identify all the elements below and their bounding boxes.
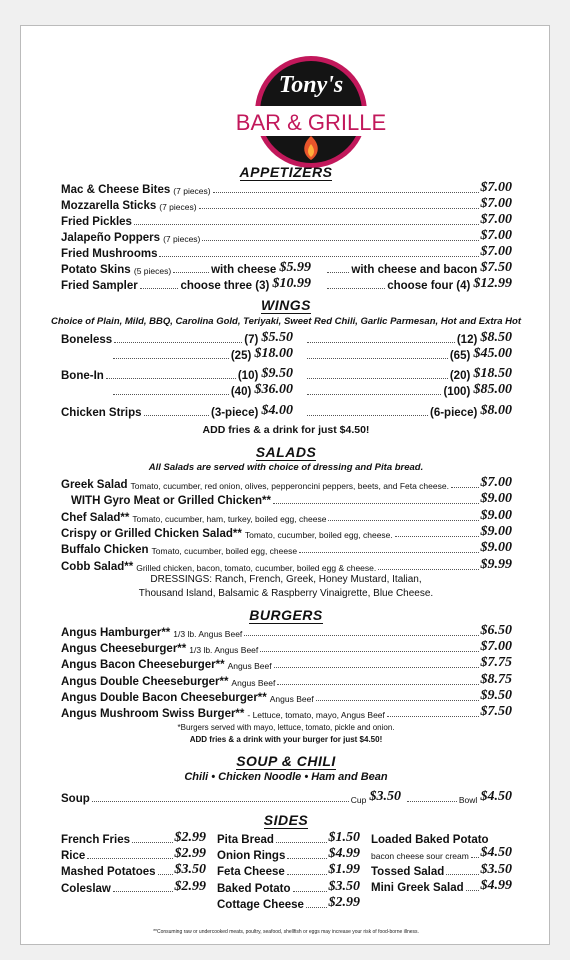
item-price: $2.99	[174, 830, 206, 845]
side-row	[61, 831, 206, 846]
appetizer-row	[61, 245, 512, 260]
burger-row	[61, 689, 512, 704]
boneless-25: (25) $18.00	[111, 347, 293, 362]
soup-heading: SOUP & CHILI	[236, 753, 336, 769]
leader-dots	[213, 192, 479, 193]
item-name: WITH Gyro Meat or Grilled Chicken**	[71, 495, 272, 508]
item-name: Mini Greek Salad	[371, 882, 464, 895]
logo-wordmark: BAR & GRILLE	[235, 110, 387, 135]
item-price: $7.00	[480, 180, 512, 195]
dressings-line-1: DRESSINGS: Ranch, French, Greek, Honey Mustard, Italian,	[150, 574, 422, 585]
item-desc: - Lettuce, tomato, mayo, Angus Beef	[247, 710, 385, 720]
salad-row	[61, 541, 512, 556]
side-row	[217, 863, 360, 878]
item-desc: (7 pieces)	[163, 234, 201, 244]
appetizer-row	[61, 213, 512, 228]
dressings-line-2: Thousand Island, Balsamic & Raspberry Vinaigrette, Blue Cheese.	[138, 588, 434, 599]
item-price: $9.00	[480, 540, 512, 556]
item-name: Angus Bacon Cheeseburger**	[61, 659, 225, 672]
item-desc: (7 pieces)	[159, 202, 197, 212]
item-desc: Grilled chicken, bacon, tomato, cucumber, boiled egg & cheese.	[136, 562, 377, 573]
item-price: $9.00	[480, 523, 512, 539]
item-price: $9.00	[480, 491, 512, 507]
leader-dots	[378, 569, 478, 570]
item-name: Chef Salad**	[61, 511, 130, 524]
burgers-heading: BURGERS	[249, 607, 323, 623]
leader-dots	[159, 256, 478, 257]
logo-script: Tony's	[278, 72, 344, 98]
item-name: Tossed Salad	[371, 866, 445, 878]
leader-dots	[287, 858, 326, 859]
leader-dots	[293, 891, 327, 892]
item-name: Angus Double Bacon Cheeseburger**	[61, 691, 267, 704]
leader-dots	[328, 520, 478, 521]
leader-dots	[202, 240, 478, 241]
burger-row	[61, 640, 512, 655]
item-price: $3.50	[174, 862, 206, 878]
side-row	[61, 863, 206, 878]
item-name: Angus Double Cheeseburger**	[61, 675, 229, 688]
item-name: Rice	[61, 850, 86, 863]
bone-in-20: (20) $18.50	[305, 367, 512, 382]
item-price: $4.99	[480, 878, 512, 894]
appetizer-row	[61, 181, 512, 196]
fried-sampler-row: Fried Sampler choose three (3) $10.99	[61, 276, 311, 292]
leader-dots	[451, 487, 479, 488]
boneless-row: Boneless (7) $5.50	[61, 330, 293, 346]
item-price: $9.00	[480, 507, 512, 523]
item-desc: 1/3 lb. Angus Beef	[189, 645, 259, 656]
item-price: $1.50	[328, 830, 360, 845]
soup-cup-row: Soup Cup $3.50	[61, 789, 401, 805]
sides-heading: SIDES	[263, 812, 309, 828]
salad-row	[61, 525, 512, 540]
salads-note: All Salads are served with choice of dressing and Pita bread.	[148, 462, 424, 473]
disclaimer: **Consuming raw or undercooked meats, poultry, seafood, shellfish or eggs may increase your risk of food-borne illness.	[153, 929, 419, 935]
salad-row	[61, 492, 512, 507]
soup-kinds: Chili • Chicken Noodle • Ham and Bean	[184, 771, 388, 783]
leader-dots	[316, 700, 479, 701]
leader-dots	[199, 208, 479, 209]
burger-row	[61, 656, 512, 671]
item-price: $7.00	[480, 212, 512, 227]
item-name: Fried Mushrooms	[61, 248, 158, 260]
salad-row	[61, 509, 512, 524]
leader-dots	[299, 552, 478, 553]
wings-addon: ADD fries & a drink for just $4.50!	[202, 424, 370, 436]
appetizer-row	[61, 197, 512, 212]
leader-dots	[273, 503, 478, 504]
item-name: Cottage Cheese	[217, 898, 304, 911]
leader-dots	[446, 874, 478, 875]
item-price: $3.50	[328, 878, 360, 894]
burgers-addon: ADD fries & a drink with your burger for just $4.50!	[189, 735, 383, 744]
item-name: French Fries	[61, 834, 131, 846]
appetizers-heading: APPETIZERS	[239, 164, 333, 180]
chicken-strips-6: (6-piece) $8.00	[305, 404, 512, 419]
loaded-baked-potato-desc: bacon cheese sour cream $4.50	[371, 845, 512, 861]
item-price: $2.99	[328, 894, 360, 910]
item-name: Greek Salad	[61, 479, 128, 491]
burgers-note: *Burgers served with mayo, lettuce, tomato, pickle and onion.	[177, 723, 395, 732]
leader-dots	[287, 874, 327, 875]
item-name: Baked Potato	[217, 882, 291, 895]
item-price: $7.00	[480, 196, 512, 211]
item-price: $4.99	[328, 846, 360, 862]
leader-dots	[244, 635, 478, 636]
side-row	[371, 863, 512, 878]
item-name: Mashed Potatoes	[61, 866, 156, 879]
item-name: Pita Bread	[217, 834, 274, 846]
leader-dots	[158, 874, 173, 875]
side-row	[217, 880, 360, 895]
leader-dots	[276, 842, 327, 843]
item-price: $8.75	[480, 671, 512, 687]
item-price: $3.50	[480, 862, 512, 877]
item-name: Mac & Cheese Bites	[61, 184, 171, 196]
chicken-strips-row: Chicken Strips (3-piece) $4.00	[61, 403, 293, 419]
salad-row	[61, 476, 512, 491]
leader-dots	[87, 858, 172, 859]
item-name: Onion Rings	[217, 850, 286, 863]
item-price: $7.00	[480, 228, 512, 243]
leader-dots	[395, 536, 479, 537]
item-desc: Tomato, cucumber, red onion, olives, pepperoncini peppers, beets, and Feta cheese.	[130, 481, 449, 491]
bone-in-40: (40) $36.00	[111, 383, 293, 398]
potato-skins-bacon: with cheese and bacon $7.50	[325, 261, 512, 276]
item-desc: Tomato, cucumber, ham, turkey, boiled egg, cheese	[132, 513, 327, 524]
wings-heading: WINGS	[261, 297, 311, 313]
item-name: Fried Pickles	[61, 216, 132, 228]
item-name: Mozzarella Sticks	[61, 200, 157, 212]
burger-row	[61, 624, 512, 639]
item-price: $6.50	[480, 623, 512, 638]
tonys-logo	[216, 54, 406, 172]
item-price: $7.00	[480, 244, 512, 259]
item-price: $7.00	[480, 475, 512, 490]
leader-dots	[134, 224, 479, 225]
potato-skins-row: Potato Skins (5 pieces) with cheese $5.99	[61, 260, 311, 276]
leader-dots	[277, 684, 478, 685]
leader-dots	[113, 891, 173, 892]
leader-dots	[274, 667, 479, 668]
side-row	[217, 896, 360, 911]
item-name: Angus Hamburger**	[61, 627, 171, 639]
item-name: Angus Cheeseburger**	[61, 643, 187, 656]
item-desc: Tomato, cucumber, boiled egg, cheese	[151, 546, 298, 557]
item-price: $9.99	[480, 556, 512, 572]
loaded-baked-potato: Loaded Baked Potato	[371, 834, 489, 846]
side-row	[217, 831, 360, 846]
item-desc: Angus Beef	[227, 661, 272, 672]
boneless-12: (12) $8.50	[305, 331, 512, 346]
bone-in-100: (100) $85.00	[305, 383, 512, 398]
leader-dots	[387, 716, 479, 717]
wings-flavors: Choice of Plain, Mild, BBQ, Carolina Gold, Teriyaki, Sweet Red Chili, Garlic Parmesan, Hot and Extra Hot	[51, 316, 521, 327]
item-price: $2.99	[174, 878, 206, 894]
appetizer-row	[61, 229, 512, 244]
item-name: Angus Mushroom Swiss Burger**	[61, 708, 245, 720]
item-name: Cobb Salad**	[61, 560, 134, 573]
bone-in-row: Bone-In (10) $9.50	[61, 366, 293, 382]
item-name: Feta Cheese	[217, 866, 285, 879]
item-name: Coleslaw	[61, 882, 111, 895]
burger-row	[61, 705, 512, 720]
side-row	[217, 847, 360, 862]
soup-bowl-row: Bowl $4.50	[405, 790, 512, 805]
leader-dots	[260, 651, 478, 652]
item-desc: Tomato, cucumber, boiled egg, cheese.	[244, 529, 393, 540]
boneless-65: (65) $45.00	[305, 347, 512, 362]
leader-dots	[132, 842, 172, 843]
fried-sampler-four: choose four (4) $12.99	[325, 277, 512, 292]
burger-row	[61, 673, 512, 688]
item-name: Jalapeño Poppers	[61, 232, 161, 244]
item-desc: Angus Beef	[231, 677, 276, 688]
side-row	[61, 847, 206, 862]
side-row	[61, 880, 206, 895]
item-price: $1.99	[328, 862, 360, 878]
item-name: Buffalo Chicken	[61, 544, 149, 557]
item-desc: (7 pieces)	[173, 186, 211, 196]
leader-dots	[466, 890, 479, 891]
item-price: $2.99	[174, 846, 206, 862]
salad-row	[61, 558, 512, 573]
leader-dots	[306, 907, 327, 908]
item-desc: 1/3 lb. Angus Beef	[173, 629, 243, 639]
side-row	[371, 879, 512, 894]
item-desc: Angus Beef	[269, 693, 314, 704]
item-price: $7.00	[480, 639, 512, 655]
menu-page	[20, 25, 550, 945]
item-price: $9.50	[480, 687, 512, 703]
item-price: $7.50	[480, 704, 512, 719]
salads-heading: SALADS	[255, 444, 317, 460]
item-price: $7.75	[480, 655, 512, 671]
item-name: Crispy or Grilled Chicken Salad**	[61, 527, 242, 540]
